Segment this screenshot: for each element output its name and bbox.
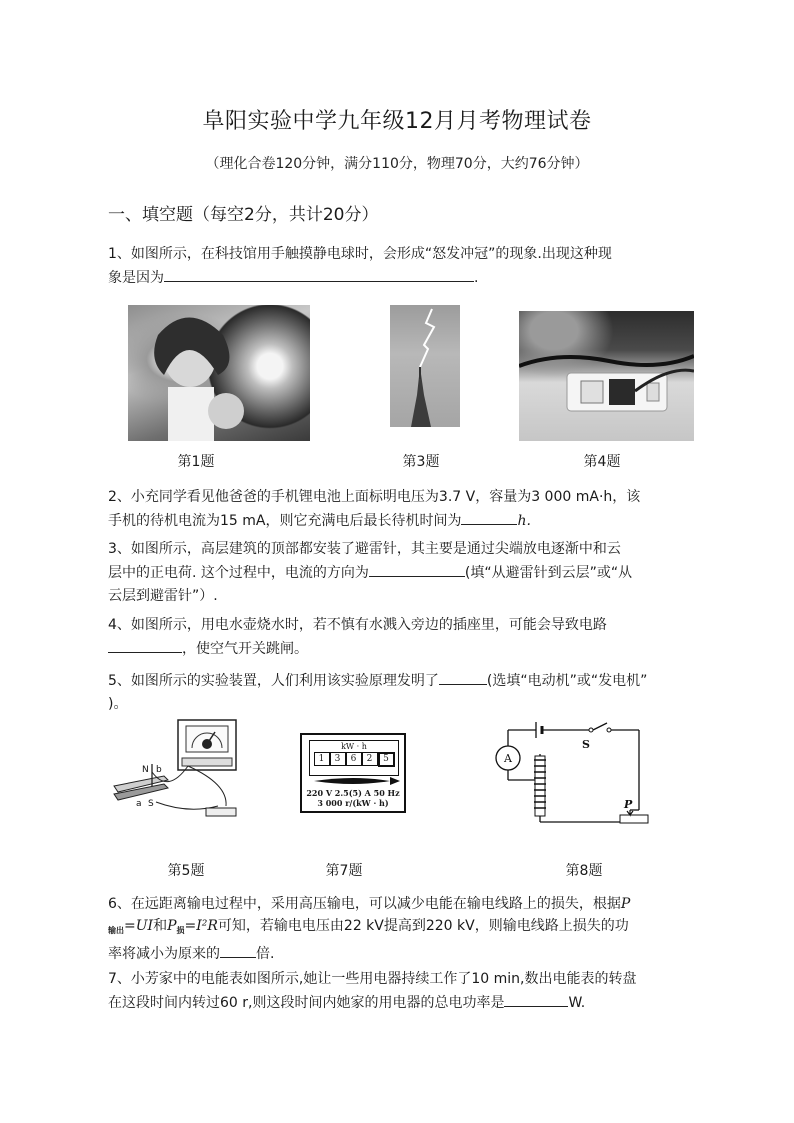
answer-blank-5[interactable] <box>439 669 487 685</box>
question-6 <box>108 893 698 965</box>
question-6-rest: 可知，若输电电压由22 kV提高到220 kV，则输电线路上损失的功 <box>217 918 629 934</box>
question-3-line2 <box>108 561 698 585</box>
question-1-line1: 1、如图所示，在科技馆用手触摸静电球时，会形成“怒发冲冠”的现象.出现这种现 <box>108 246 612 262</box>
answer-blank-6[interactable] <box>220 942 256 958</box>
answer-blank-1[interactable] <box>164 266 474 282</box>
question-7-line1: 7、小芳家中的电能表如图所示,她让一些用电器持续工作了10 min,数出电能表的转盘 <box>108 971 637 987</box>
subscript-loss: 损 <box>176 926 185 935</box>
question-7-line2 <box>108 991 698 1015</box>
conjunction: 和 <box>153 918 168 934</box>
meter-digit: 5 <box>378 752 395 767</box>
question-2-text: 手机的待机电流为15 mA，则它充满电后最长待机时间为 <box>108 513 462 529</box>
question-6-text-2: 率将减小为原来的 <box>108 946 220 962</box>
switch-label: S <box>582 738 590 751</box>
answer-blank-4[interactable] <box>108 637 182 653</box>
question-1-text: 象是因为 <box>108 270 164 286</box>
question-5-line1 <box>108 669 698 693</box>
question-6-line1 <box>108 893 698 915</box>
meter-unit: kW · h <box>341 742 367 751</box>
question-6-text: 6、在远距离输电过程中，采用高压输电，可以减少电能在输电线路上的损失，根据 <box>108 896 621 912</box>
question-7 <box>108 968 698 1015</box>
figure-3-photo <box>390 305 460 427</box>
figure-4-caption: 第4题 <box>583 454 621 470</box>
label-a: a <box>136 799 142 809</box>
figure-8-caption: 第8题 <box>565 863 603 879</box>
meter-digit: 3 <box>330 752 346 766</box>
meter-digit: 6 <box>346 752 362 766</box>
slider-label: P <box>624 798 633 811</box>
meter-spec-2: 3 000 r/(kW · h) <box>317 798 389 808</box>
question-4-line2 <box>108 637 698 661</box>
answer-blank-3[interactable] <box>369 561 465 577</box>
meter-digit: 2 <box>362 752 378 766</box>
formula-2: =I²R <box>184 918 218 934</box>
subscript-output: 输出 <box>108 926 124 935</box>
power-symbol: P <box>620 896 631 912</box>
question-4-line1: 4、如图所示，用电水壶烧水时，若不慎有水溅入旁边的插座里，可能会导致电路 <box>108 617 607 633</box>
question-3-text: 层中的正电荷. 这个过程中，电流的方向为 <box>108 565 369 581</box>
meter-spec-1: 220 V 2.5(5) A 50 Hz <box>306 788 400 798</box>
question-5-text: 5、如图所示的实验装置，人们利用该实验原理发明了 <box>108 673 439 689</box>
figure-5-apparatus <box>108 714 248 824</box>
question-5-hint: (选填“电动机”或“发电机” <box>486 673 648 689</box>
page-title: 阜阳实验中学九年级12月月考物理试卷 <box>202 109 592 134</box>
question-2-line1: 2、小充同学看见他爸爸的手机锂电池上面标明电压为3.7 V，容量为3 000 mA·h，该 <box>108 489 641 505</box>
question-3 <box>108 538 698 608</box>
meter-display <box>309 740 399 776</box>
figure-7-energy-meter <box>300 733 406 813</box>
figure-1-photo <box>128 305 310 441</box>
question-5-line2: )。 <box>108 696 128 712</box>
formula-1: =UI <box>124 918 154 934</box>
answer-blank-7[interactable] <box>504 991 568 1007</box>
figure-1-caption: 第1题 <box>177 454 215 470</box>
question-4 <box>108 614 698 661</box>
section-heading: 一、填空题（每空2分，共计20分） <box>108 205 379 225</box>
meter-digits <box>310 752 398 767</box>
question-5 <box>108 669 698 716</box>
question-6-line2 <box>108 915 698 942</box>
question-4-text: ，使空气开关跳闸。 <box>182 641 308 657</box>
question-7-unit: W. <box>568 995 586 1011</box>
figure-4-photo <box>519 311 694 441</box>
question-2-unit: h. <box>517 513 531 529</box>
label-b: b <box>156 765 162 775</box>
meter-rotor-icon <box>304 775 404 787</box>
question-3-line3: 云层到避雷针”）. <box>108 588 218 604</box>
question-2-line2 <box>108 509 698 533</box>
figure-8-circuit <box>490 718 660 828</box>
power-symbol: P <box>167 918 177 934</box>
figure-7-caption: 第7题 <box>325 863 363 879</box>
question-6-end: 倍. <box>256 946 275 962</box>
label-n: N <box>142 765 149 775</box>
label-s: S <box>148 799 154 809</box>
question-3-hint: (填“从避雷针到云层”或“从 <box>464 565 633 581</box>
meter-digit: 1 <box>314 752 330 766</box>
question-7-text: 在这段时间内转过60 r,则这段时间内她家的用电器的总电功率是 <box>108 995 505 1011</box>
question-2 <box>108 486 698 533</box>
question-1-end: . <box>474 270 479 286</box>
question-6-line3 <box>108 942 698 965</box>
figure-3-caption: 第3题 <box>402 454 440 470</box>
question-1 <box>108 243 698 290</box>
figure-5-caption: 第5题 <box>167 863 205 879</box>
ammeter-label: A <box>504 752 512 765</box>
question-1-line2 <box>108 266 698 290</box>
answer-blank-2[interactable] <box>461 509 517 525</box>
question-3-line1: 3、如图所示，高层建筑的顶部都安装了避雷针，其主要是通过尖端放电逐渐中和云 <box>108 541 621 557</box>
page-subtitle: （理化合卷120分钟，满分110分，物理70分，大约76分钟） <box>205 156 589 172</box>
